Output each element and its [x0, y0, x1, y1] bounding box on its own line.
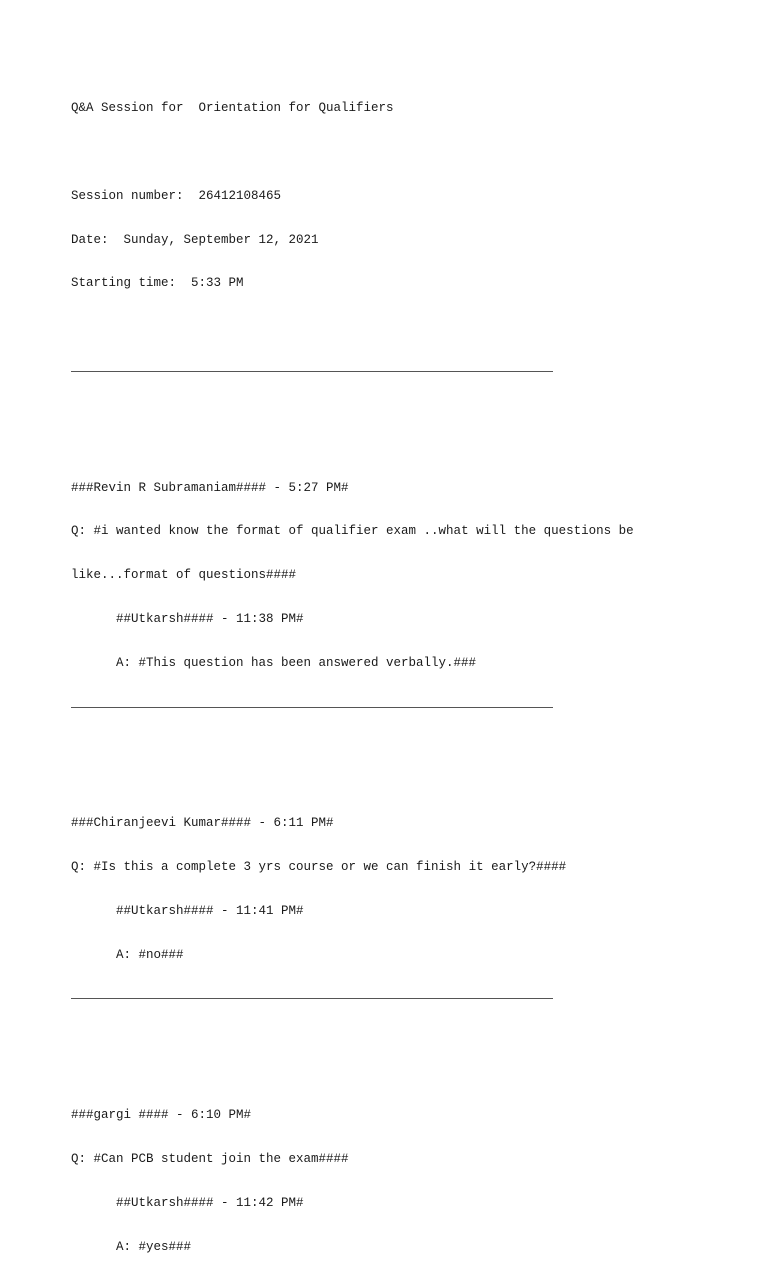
spacer — [71, 408, 634, 423]
spacer — [71, 1035, 634, 1050]
question-asker: ###Revin R Subramaniam#### - 5:27 PM# — [71, 480, 349, 495]
question-text: Q: #Can PCB student join the exam#### — [71, 1151, 349, 1166]
session-date: Date: Sunday, September 12, 2021 — [71, 232, 319, 247]
question-text-continued: like...format of questions#### — [71, 568, 297, 583]
answer-text: A: #This question has been answered verbally.### — [116, 655, 477, 670]
qa-transcript — [71, 72, 634, 1283]
spacer — [71, 320, 634, 335]
separator-line — [71, 991, 553, 1006]
session-title: Q&A Session for Orientation for Qualifiers — [71, 101, 394, 116]
question-text: Q: #i wanted know the format of qualifier exam ..what will the questions be — [71, 524, 634, 539]
answer-text: A: #yes### — [116, 1239, 192, 1254]
session-number: Session number: 26412108465 — [71, 188, 282, 203]
session-start-time: Starting time: 5:33 PM — [71, 276, 244, 291]
answerer: ##Utkarsh#### - 11:42 PM# — [116, 1195, 304, 1210]
separator-line — [71, 364, 553, 379]
answerer: ##Utkarsh#### - 11:38 PM# — [116, 611, 304, 626]
spacer — [71, 145, 634, 160]
question-asker: ###gargi #### - 6:10 PM# — [71, 1108, 252, 1123]
question-asker: ###Chiranjeevi Kumar#### - 6:11 PM# — [71, 816, 334, 831]
answerer: ##Utkarsh#### - 11:41 PM# — [116, 903, 304, 918]
answer-text: A: #no### — [116, 947, 184, 962]
separator-line — [71, 700, 553, 715]
question-text: Q: #Is this a complete 3 yrs course or we can finish it early?#### — [71, 860, 567, 875]
spacer — [71, 743, 634, 758]
